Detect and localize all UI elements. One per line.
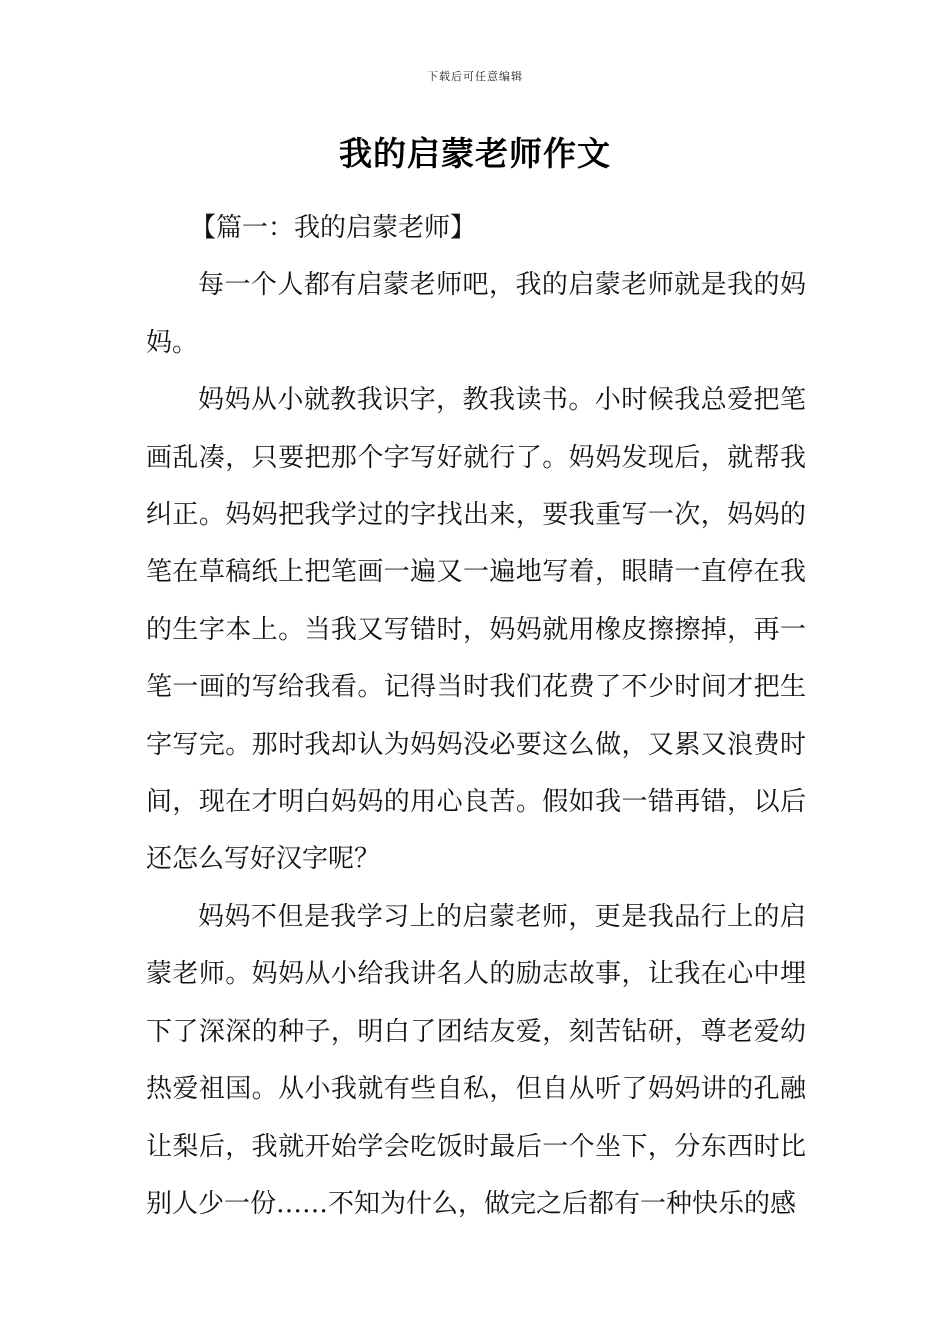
document-title: 我的启蒙老师作文: [339, 134, 611, 173]
paragraph-3: 妈妈不但是我学习上的启蒙老师，更是我品行上的启蒙老师。妈妈从小给我讲名人的励志故事，让我在心中埋下了深深的种子，明白了团结友爱，刻苦钻研，尊老爱幼热爱祖国。从小我就有些自私，但自从听了妈妈讲的孔融让梨后，我就开始学会吃饭时最后一个坐下，分东西时比别人少一份……不知为什么，做完之后都有一种快乐的感: [146, 901, 806, 1219]
paragraph-1: 每一个人都有启蒙老师吧，我的启蒙老师就是我的妈妈。: [146, 270, 806, 358]
header-note: 下载后可任意编辑: [427, 70, 523, 83]
document-body: [146, 200, 806, 1233]
paragraph-2: 妈妈从小就教我识字，教我读书。小时候我总爱把笔画乱凑，只要把那个字写好就行了。妈妈发现后，就帮我纠正。妈妈把我学过的字找出来，要我重写一次，妈妈的笔在草稿纸上把笔画一遍又一遍地写着，眼睛一直停在我的生字本上。当我又写错时，妈妈就用橡皮擦擦掉，再一笔一画的写给我看。记得当时我们花费了不少时间才把生字写完。那时我却认为妈妈没必要这么做，又累又浪费时间，现在才明白妈妈的用心良苦。假如我一错再错，以后还怎么写好汉字呢？: [146, 385, 806, 875]
section-heading: 【篇一：我的启蒙老师】: [190, 213, 477, 243]
